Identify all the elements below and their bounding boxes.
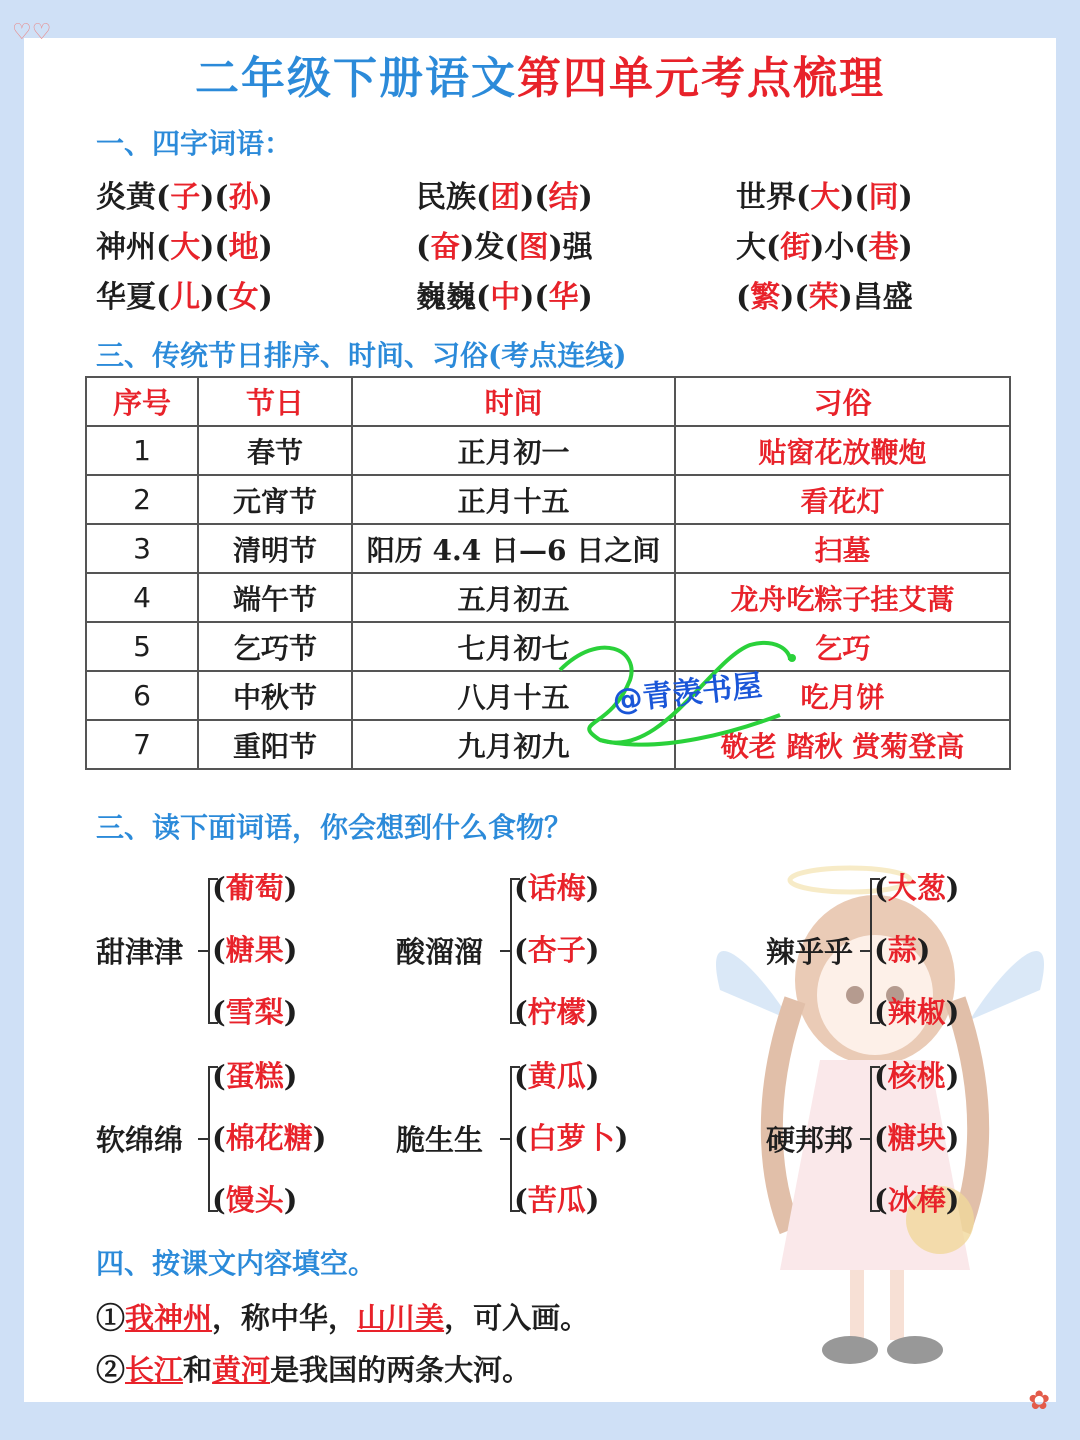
bracket-tick-icon: [500, 1138, 510, 1140]
row-number: 5: [86, 622, 198, 671]
bracket-tick-icon: [500, 950, 510, 952]
four-char-word: [96, 272, 273, 316]
food-answer: 白萝卜: [527, 1121, 615, 1155]
food-item: [212, 1116, 326, 1157]
festival-time: 九月初九: [352, 720, 675, 769]
bracket-icon: [510, 1066, 512, 1212]
festival-name: 重阳节: [198, 720, 352, 769]
open-paren: (: [514, 1059, 528, 1093]
open-paren: (: [212, 871, 226, 905]
festival-time: 七月初七: [352, 622, 675, 671]
close-paren: ): [916, 933, 931, 967]
food-answer: 冰棒: [887, 1183, 946, 1217]
row-number: 7: [86, 720, 198, 769]
close-paren: ): [945, 871, 960, 905]
col-header-custom: 习俗: [675, 377, 1010, 426]
open-paren: (: [212, 1183, 226, 1217]
festival-custom: 看花灯: [675, 475, 1010, 524]
food-item: [514, 928, 599, 969]
open-paren: (: [212, 995, 226, 1029]
table-row: [86, 524, 1010, 573]
food-item: [212, 990, 297, 1031]
word-text: 民族(: [416, 180, 491, 215]
watermark: @青羡书屋: [610, 668, 764, 719]
line2-text-2: 是我国的两条大河。: [270, 1353, 532, 1387]
word-text: 大(: [736, 230, 781, 265]
open-paren: (: [874, 1121, 888, 1155]
festival-custom: 龙舟吃粽子挂艾蒿: [675, 573, 1010, 622]
word-answer: 孙: [228, 180, 259, 215]
word-text: 世界(: [736, 180, 811, 215]
bracket-icon: [870, 1066, 872, 1212]
food-answer: 辣椒: [887, 995, 946, 1029]
table-row: [86, 573, 1010, 622]
page-title: [0, 42, 1080, 106]
food-answer: 糖果: [225, 933, 284, 967]
word-text: ): [578, 280, 593, 315]
bracket-icon: [510, 878, 512, 1024]
festival-custom: 乞巧: [675, 622, 1010, 671]
line2-answer-2: 黄河: [212, 1353, 271, 1387]
festival-name: 乞巧节: [198, 622, 352, 671]
open-paren: (: [514, 933, 528, 967]
food-item: [212, 1054, 297, 1095]
close-paren: ): [945, 1121, 960, 1155]
close-paren: ): [945, 995, 960, 1029]
food-answer: 葡萄: [225, 871, 284, 905]
festival-name: 春节: [198, 426, 352, 475]
close-paren: ): [312, 1121, 327, 1155]
section3-heading: 三、读下面词语，你会想到什么食物？: [96, 811, 573, 844]
close-paren: ): [283, 1183, 298, 1217]
four-char-word: [416, 172, 593, 216]
row-number: 2: [86, 475, 198, 524]
open-paren: (: [212, 1059, 226, 1093]
word-text: 华夏(: [96, 280, 171, 315]
food-group-label: 甜津津: [96, 935, 184, 969]
festival-name: 清明节: [198, 524, 352, 573]
section2-heading: 三、传统节日排序、时间、习俗(考点连线): [96, 339, 627, 372]
food-answer: 柠檬: [527, 995, 586, 1029]
close-paren: ): [585, 1059, 600, 1093]
festival-custom: 贴窗花放鞭炮: [675, 426, 1010, 475]
food-answer: 黄瓜: [527, 1059, 586, 1093]
word-answer: 华: [548, 280, 579, 315]
word-text: ): [898, 180, 913, 215]
open-paren: (: [874, 995, 888, 1029]
word-text: 神州(: [96, 230, 171, 265]
table-row: [86, 426, 1010, 475]
festival-time: 正月十五: [352, 475, 675, 524]
food-group-label: 辣乎乎: [766, 935, 854, 969]
word-text: ): [258, 280, 273, 315]
food-item: [514, 1116, 628, 1157]
food-answer: 核桃: [887, 1059, 946, 1093]
word-text: )小(: [810, 230, 869, 265]
four-char-word: [416, 222, 593, 266]
close-paren: ): [614, 1121, 629, 1155]
close-paren: ): [283, 871, 298, 905]
food-item: [874, 928, 930, 969]
word-answer: 女: [228, 280, 259, 315]
food-answer: 话梅: [527, 871, 586, 905]
fruit-decoration-icon: ✿: [1028, 1386, 1050, 1416]
fill-line-2: [96, 1348, 531, 1389]
food-answer: 大葱: [887, 871, 946, 905]
food-answer: 蒜: [887, 933, 917, 967]
food-item: [514, 990, 599, 1031]
table-row: [86, 475, 1010, 524]
food-item: [874, 866, 959, 907]
food-answer: 雪梨: [225, 995, 284, 1029]
title-part-1: 二年级下册语文: [195, 53, 517, 104]
word-answer: 奋: [430, 230, 461, 265]
line1-answer-1: 我神州: [125, 1301, 213, 1335]
line1-text-2: ，可入画。: [444, 1301, 590, 1335]
word-answer: 子: [170, 180, 201, 215]
word-text: (: [416, 230, 431, 265]
table-header-row: [86, 377, 1010, 426]
festival-time: 正月初一: [352, 426, 675, 475]
hearts-icon: ♡♡: [12, 20, 52, 45]
open-paren: (: [212, 933, 226, 967]
section1-heading: 一、四字词语：: [96, 127, 293, 160]
col-header-number: 序号: [86, 377, 198, 426]
four-char-word: [96, 222, 273, 266]
bracket-tick-icon: [860, 950, 870, 952]
open-paren: (: [874, 1183, 888, 1217]
food-answer: 蛋糕: [225, 1059, 284, 1093]
word-answer: 图: [518, 230, 549, 265]
close-paren: ): [585, 871, 600, 905]
food-group-label: 硬邦邦: [766, 1123, 854, 1157]
word-text: )(: [200, 230, 229, 265]
word-answer: 同: [868, 180, 899, 215]
line2-text-1: 和: [183, 1353, 213, 1387]
fill-line-1: [96, 1296, 589, 1337]
open-paren: (: [874, 933, 888, 967]
food-answer: 糖块: [887, 1121, 946, 1155]
col-header-time: 时间: [352, 377, 675, 426]
word-answer: 繁: [750, 280, 781, 315]
row-number: 6: [86, 671, 198, 720]
word-answer: 结: [548, 180, 579, 215]
festival-time: 八月十五: [352, 671, 675, 720]
close-paren: ): [945, 1059, 960, 1093]
word-text: )(: [780, 280, 809, 315]
close-paren: ): [585, 995, 600, 1029]
word-text: )昌盛: [838, 280, 913, 315]
food-item: [514, 1178, 599, 1219]
line1-answer-2: 山川美: [357, 1301, 445, 1335]
word-text: ): [578, 180, 593, 215]
open-paren: (: [514, 871, 528, 905]
word-text: )强: [548, 230, 593, 265]
four-char-word: [96, 172, 273, 216]
line1-text-1: ，称中华，: [212, 1301, 358, 1335]
word-answer: 团: [490, 180, 521, 215]
word-answer: 巷: [868, 230, 899, 265]
word-text: )(: [840, 180, 869, 215]
word-answer: 地: [228, 230, 259, 265]
word-answer: 荣: [808, 280, 839, 315]
bracket-tick-icon: [198, 950, 208, 952]
row-number: 3: [86, 524, 198, 573]
word-text: )发(: [460, 230, 519, 265]
line1-number: ①: [96, 1301, 126, 1335]
close-paren: ): [945, 1183, 960, 1217]
food-answer: 杏子: [527, 933, 586, 967]
bracket-icon: [870, 878, 872, 1024]
bracket-icon: [208, 1066, 210, 1212]
food-item: [212, 866, 297, 907]
food-group-label: 酸溜溜: [396, 935, 484, 969]
line2-answer-1: 长江: [125, 1353, 184, 1387]
close-paren: ): [585, 1183, 600, 1217]
open-paren: (: [212, 1121, 226, 1155]
food-answer: 馒头: [225, 1183, 284, 1217]
food-item: [874, 990, 959, 1031]
festival-time: 阳历 4.4 日—6 日之间: [352, 524, 675, 573]
four-char-word: [736, 222, 913, 266]
row-number: 1: [86, 426, 198, 475]
word-answer: 中: [490, 280, 521, 315]
four-char-word: [736, 172, 913, 216]
word-text: 巍巍(: [416, 280, 491, 315]
four-char-word: [736, 272, 913, 316]
festival-custom: 扫墓: [675, 524, 1010, 573]
food-item: [212, 1178, 297, 1219]
word-answer: 大: [170, 230, 201, 265]
food-item: [514, 1054, 599, 1095]
word-answer: 街: [780, 230, 811, 265]
title-part-2: 第四单元考点梳理: [517, 53, 885, 104]
bracket-tick-icon: [198, 1138, 208, 1140]
word-text: ): [258, 230, 273, 265]
line2-number: ②: [96, 1353, 126, 1387]
close-paren: ): [283, 933, 298, 967]
food-answer: 棉花糖: [225, 1121, 313, 1155]
festival-custom: 敬老 踏秋 赏菊登高: [675, 720, 1010, 769]
festival-time: 五月初五: [352, 573, 675, 622]
food-group-label: 脆生生: [396, 1123, 484, 1157]
food-item: [212, 928, 297, 969]
word-answer: 儿: [170, 280, 201, 315]
word-text: ): [898, 230, 913, 265]
close-paren: ): [283, 995, 298, 1029]
word-text: 炎黄(: [96, 180, 171, 215]
food-item: [514, 866, 599, 907]
open-paren: (: [874, 871, 888, 905]
four-char-word: [416, 272, 593, 316]
word-text: )(: [200, 180, 229, 215]
food-answer: 苦瓜: [527, 1183, 586, 1217]
word-text: )(: [520, 280, 549, 315]
open-paren: (: [514, 1183, 528, 1217]
festival-name: 中秋节: [198, 671, 352, 720]
section4-heading: 四、按课文内容填空。: [96, 1247, 377, 1280]
festival-name: 端午节: [198, 573, 352, 622]
food-group-label: 软绵绵: [96, 1123, 184, 1157]
word-text: ): [258, 180, 273, 215]
close-paren: ): [585, 933, 600, 967]
word-text: )(: [520, 180, 549, 215]
word-answer: 大: [810, 180, 841, 215]
word-text: )(: [200, 280, 229, 315]
row-number: 4: [86, 573, 198, 622]
word-text: (: [736, 280, 751, 315]
bracket-tick-icon: [860, 1138, 870, 1140]
open-paren: (: [514, 995, 528, 1029]
bracket-icon: [208, 878, 210, 1024]
food-item: [874, 1116, 959, 1157]
open-paren: (: [514, 1121, 528, 1155]
col-header-festival: 节日: [198, 377, 352, 426]
open-paren: (: [874, 1059, 888, 1093]
close-paren: ): [283, 1059, 298, 1093]
food-item: [874, 1054, 959, 1095]
festival-name: 元宵节: [198, 475, 352, 524]
food-item: [874, 1178, 959, 1219]
festival-custom: 吃月饼: [675, 671, 1010, 720]
